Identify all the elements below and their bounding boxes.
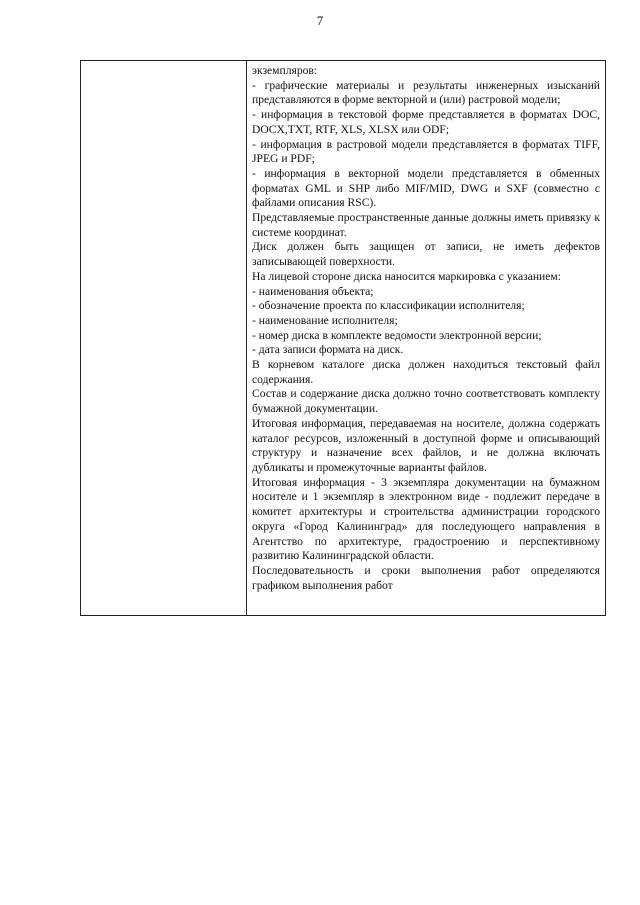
paragraph: экземпляров:: [252, 64, 318, 77]
paragraph: - обозначение проекта по классификации исполнителя;: [252, 299, 525, 313]
paragraph: - информация в векторной модели представляется в обменных форматах GML и SHP либо MIF/MID, DWG и SXF (совместно с файлами описания RSC).: [252, 166, 600, 210]
paragraph: - номер диска в комплекте ведомости электронной версии;: [252, 328, 542, 342]
paragraph: На лицевой стороне диска наносится маркировка с указанием:: [252, 269, 561, 283]
table-left-cell: [81, 61, 247, 615]
paragraph: - наименования объекта;: [252, 284, 374, 298]
paragraph: Диск должен быть защищен от записи, не иметь дефектов записывающей поверхности.: [252, 240, 600, 269]
paragraph: - информация в текстовой форме представляется в форматах DOC, DOCX,TXT, RTF, XLS, XLSX или ODF;: [252, 108, 600, 136]
paragraph: Последовательность и сроки выполнения работ определяются графиком выполнения работ: [252, 563, 600, 592]
requirements-table: [80, 60, 606, 616]
paragraph: Представляемые пространственные данные должны иметь привязку к системе координат.: [252, 211, 600, 239]
paragraph: - дата записи формата на диск.: [252, 343, 404, 357]
paragraph: В корневом каталоге диска должен находиться текстовый файл содержания.: [252, 358, 600, 386]
paragraph: Итоговая информация - 3 экземпляра документации на бумажном носителе и 1 экземпляр в электронном виде - подлежит передаче в комитет архитектуры и строительства администрации городского округа «Город Калининград» для последующего направления в Агентство по архитектуре, градостроению и перспективному развитию Калининградской области.: [252, 475, 600, 563]
paragraph: Итоговая информация, передаваемая на носителе, должна содержать каталог ресурсов, изложенный в доступной форме и описывающий структуру и назначение всех файлов, и не должна включать дубликаты и промежуточные варианты файлов.: [252, 416, 600, 474]
page-number: 7: [316, 13, 324, 28]
paragraph: - наименование исполнителя;: [252, 313, 398, 327]
paragraph: - информация в растровой модели представляется в форматах TIFF, JPEG и PDF;: [252, 137, 600, 166]
paragraph: Состав и содержание диска должно точно соответствовать комплекту бумажной документации.: [252, 387, 600, 416]
paragraph: - графические материалы и результаты инженерных изысканий представляются в форме векторной и (или) растровой модели;: [252, 78, 600, 107]
table-right-cell: [247, 61, 605, 615]
